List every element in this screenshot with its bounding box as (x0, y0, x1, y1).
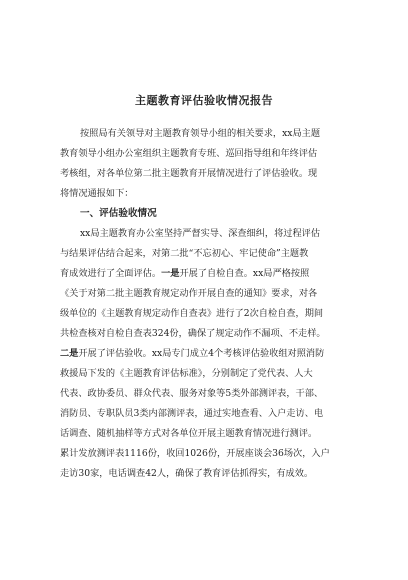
paragraph-line: 救援局下发的《主题教育评估标准》，分别制定了党代表、人大 (60, 368, 313, 379)
paragraph-line: 走访30家，电话调查42人，确保了教育评估抓得实，有成效。 (60, 468, 314, 479)
paragraph-line: 级单位的《主题教育规定动作自查表》进行了2次自检自查，期间 (60, 308, 324, 319)
paragraph-line: 共检查核对自检自查表324份，确保了规定动作不漏项、不走样。 (60, 328, 326, 339)
paragraph-line: 累计发放测评表1116份，收回1026份，开展座谈会36场次，入户 (60, 448, 330, 459)
paragraph-line (60, 344, 352, 364)
section-heading: 一、评估验收情况 (80, 208, 157, 219)
paragraph-text: 开展了评估验收。xx局专门成立4个考核评估验收组对照消防 (78, 348, 325, 359)
intro-line: 教育领导小组办公室组织主题教育专班、巡回指导组和年终评估 (60, 148, 318, 159)
intro-line: 考核组，对各单位第二批主题教育开展情况进行了评估验收。现 (60, 168, 318, 179)
intro-line: 将情况通报如下： (60, 188, 134, 199)
emphasis-text: 二是 (60, 348, 79, 359)
paragraph-line: 话调查、随机抽样等方式对各单位开展主题教育情况进行测评。 (60, 428, 318, 439)
paragraph-text: 开展了自检自查。xx局严格按照 (179, 268, 310, 279)
paragraph-line: 消防员、专职队员3类内部测评表，通过实地查看、入户走访、电 (60, 408, 324, 419)
document-body (60, 124, 352, 484)
paragraph-text: 育成效进行了全面评估。 (60, 268, 162, 279)
emphasis-text: 一是 (161, 268, 180, 279)
paragraph-line: 与结果评估结合起来，对第二批“不忘初心、牢记使命”主题教 (60, 248, 309, 259)
paragraph-line (60, 264, 352, 284)
paragraph-line: xx局主题教育办公室坚持严督实导、深查细纠，将过程评估 (80, 228, 321, 239)
document-title: 主题教育评估验收情况报告 (135, 94, 273, 107)
intro-line: 按照局有关领导对主题教育领导小组的相关要求，xx局主题 (80, 128, 321, 139)
paragraph-line: 《关于对第二批主题教育规定动作开展自查的通知》要求，对各 (60, 288, 318, 299)
paragraph-line: 代表、政协委员、群众代表、服务对象等5类外部测评表，干部、 (60, 388, 324, 399)
